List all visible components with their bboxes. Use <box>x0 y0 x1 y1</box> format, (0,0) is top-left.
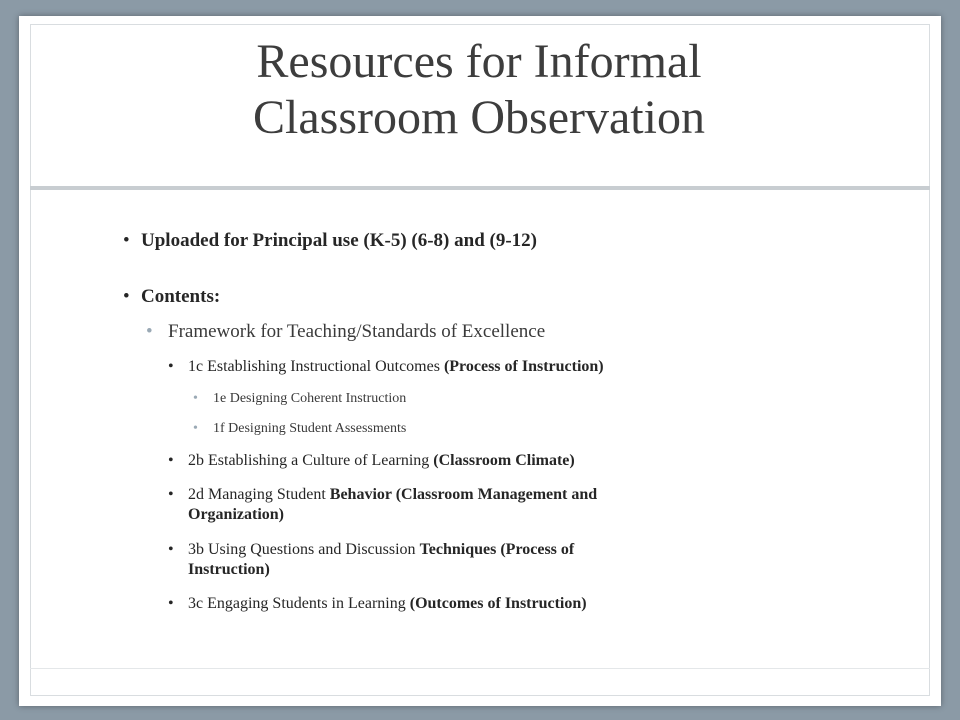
slide <box>19 16 941 706</box>
bullet-1f-text: 1f Designing Student Assessments <box>213 421 407 436</box>
bullet-2d-category-line1: Behavior (Classroom Management and <box>329 486 598 503</box>
bullet-1c <box>168 358 898 376</box>
title-line-1: Resources for Informal <box>256 35 702 88</box>
bullet-3b-category-line1: Techniques (Process of <box>419 541 575 558</box>
bullet-3b-text: 3b Using Questions and Discussion <box>188 541 420 558</box>
bullet-uploaded-text: Uploaded for Principal use (K-5) (6-8) and (9-12) <box>141 230 537 251</box>
bullet-1f <box>193 421 893 437</box>
bullet-marker: • <box>168 358 174 375</box>
bullet-marker: • <box>168 452 174 469</box>
bullet-2b <box>168 452 898 470</box>
bullet-1c-category: (Process of Instruction) <box>443 358 604 375</box>
bullet-2b-category: (Classroom Climate) <box>433 452 575 469</box>
bullet-2d <box>168 485 828 525</box>
bullet-3c-text: 3c Engaging Students in Learning <box>188 595 410 612</box>
bullet-3b-category-line2: Instruction) <box>188 561 270 578</box>
bullet-2b-text: 2b Establishing a Culture of Learning <box>188 452 434 469</box>
bullet-framework-text: Framework for Teaching/Standards of Excellence <box>168 321 546 342</box>
bullet-marker: • <box>123 286 130 307</box>
bullet-3b <box>168 540 828 580</box>
bullet-2d-category-line2: Organization) <box>188 506 284 523</box>
bullet-marker: • <box>146 321 153 342</box>
bullet-marker: • <box>193 421 198 436</box>
bullet-3c-category: (Outcomes of Instruction) <box>409 595 587 612</box>
bullet-marker: • <box>193 391 198 406</box>
bullet-1e-text: 1e Designing Coherent Instruction <box>213 391 407 406</box>
slide-body <box>19 16 941 706</box>
bullet-marker: • <box>168 486 174 503</box>
bullet-contents <box>123 286 901 308</box>
bullet-marker: • <box>168 541 174 558</box>
bullet-2d-text: 2d Managing Student <box>188 486 330 503</box>
bullet-1e <box>193 391 893 407</box>
title-line-2: Classroom Observation <box>253 91 705 144</box>
bullet-marker: • <box>123 230 130 251</box>
bullet-1c-text: 1c Establishing Instructional Outcomes <box>188 358 444 375</box>
bullet-3c <box>168 595 898 613</box>
bullet-framework <box>146 321 898 343</box>
bullet-marker: • <box>168 595 174 612</box>
bullet-contents-text: Contents: <box>141 286 221 307</box>
bullet-uploaded <box>123 230 901 252</box>
